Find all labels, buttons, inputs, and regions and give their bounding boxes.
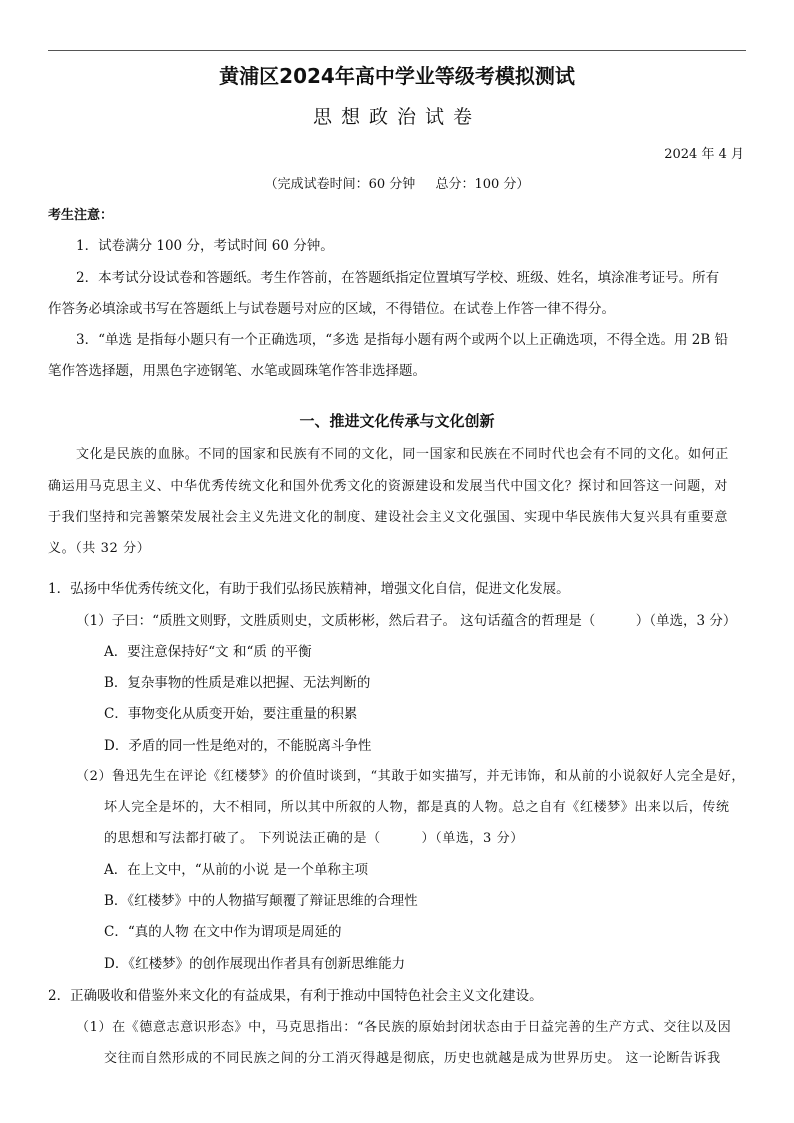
question-1-2-stem-3: 的思想和写法都打破了。 下列说法正确的是（ ）（单选，3 分） bbox=[104, 831, 524, 846]
question-2-1-stem-2: 交往而自然形成的不同民族之间的分工消灭得越是彻底，历史也就越是成为世界历史。 这一论断告诉我 bbox=[104, 1051, 721, 1066]
question-1-2-option-d: D．《红楼梦》的创作展现出作者具有创新思维能力 bbox=[104, 956, 406, 972]
exam-duration: （完成试卷时间：60 分钟 bbox=[264, 177, 416, 192]
notice-line-4: 3．“单选 是指每小题只有一个正确选项，“多选 是指每小题有两个或两个以上正确选项，不得全选。用 2B 铅 bbox=[76, 332, 729, 348]
question-1-2-stem-2: 坏人完全是坏的，大不相同，所以其中所叙的人物，都是真的人物。总之自有《红楼梦》出来以后，传统 bbox=[104, 800, 730, 815]
notice-line-2: 2．本考试分设试卷和答题纸。考生作答前，在答题纸指定位置填写学校、班级、姓名，填涂准考证号。所有 bbox=[76, 270, 720, 286]
section-intro-2: 确运用马克思主义、中华优秀传统文化和国外优秀文化的资源建设和发展当代中国文化？探讨和回答这一问题，对 bbox=[48, 479, 729, 494]
question-1-2-option-c: C．“真的人物 在文中作为谓项是周延的 bbox=[104, 924, 342, 940]
header-rule bbox=[48, 50, 746, 51]
exam-date: 2024 年 4 月 bbox=[664, 147, 744, 162]
exam-subtitle: 思想政治试卷 bbox=[312, 106, 481, 128]
question-1-stem: 1．弘扬中华优秀传统文化，有助于我们弘扬民族精神，增强文化自信，促进文化发展。 bbox=[48, 581, 570, 597]
section-title: 一、推进文化传承与文化创新 bbox=[299, 412, 495, 430]
question-1-2-stem-1: （2）鲁迅先生在评论《红楼梦》的价值时谈到，“其敢于如实描写，并无讳饰，和从前的小说叙好人完全是好， bbox=[76, 769, 745, 784]
exam-title: 黄浦区2024年高中学业等级考模拟测试 bbox=[219, 64, 575, 88]
notice-line-1: 1．试卷满分 100 分，考试时间 60 分钟。 bbox=[76, 238, 334, 254]
section-intro-3: 于我们坚持和完善繁荣发展社会主义先进文化的制度、建设社会主义文化强国、实现中华民族伟大复兴具有重要意 bbox=[48, 510, 729, 525]
question-1-1-stem: （1）子曰：“质胜文则野，文胜质则史，文质彬彬，然后君子。 这句话蕴含的哲理是（ ）（单选，3 分） bbox=[76, 613, 737, 629]
exam-meta bbox=[0, 173, 794, 192]
section-intro-1: 文化是民族的血脉。不同的国家和民族有不同的文化，同一国家和民族在不同时代也会有不同的文化。如何正 bbox=[76, 447, 729, 462]
question-1-1-option-d: D．矛盾的同一性是绝对的，不能脱离斗争性 bbox=[104, 738, 372, 754]
question-1-2-option-b: B．《红楼梦》中的人物描写颠覆了辩证思维的合理性 bbox=[104, 893, 418, 909]
notice-line-5: 笔作答选择题，用黑色字迹钢笔、水笔或圆珠笔作答非选择题。 bbox=[48, 363, 426, 379]
notice-heading: 考生注意： bbox=[48, 208, 114, 223]
question-1-1-option-a: A．要注意保持好“文 和“质 的平衡 bbox=[104, 644, 312, 660]
question-2-stem: 2．正确吸收和借鉴外来文化的有益成果，有利于推动中国特色社会主义文化建设。 bbox=[48, 988, 543, 1004]
question-2-1-stem-1: （1）在《德意志意识形态》中，马克思指出：“各民族的原始封闭状态由于日益完善的生产方式、交往以及因 bbox=[76, 1020, 732, 1035]
question-1-2-option-a: A．在上文中，“从前的小说 是一个单称主项 bbox=[104, 862, 368, 878]
notice-line-3: 作答务必填涂或书写在答题纸上与试卷题号对应的区域，不得错位。在试卷上作答一律不得分。 bbox=[48, 301, 615, 317]
section-intro-4: 义。（共 32 分） bbox=[48, 541, 151, 556]
exam-total: 总分：100 分） bbox=[435, 177, 530, 192]
question-1-1-option-b: B．复杂事物的性质是难以把握、无法判断的 bbox=[104, 675, 371, 691]
question-1-1-option-c: C．事物变化从质变开始，要注重量的积累 bbox=[104, 706, 358, 722]
